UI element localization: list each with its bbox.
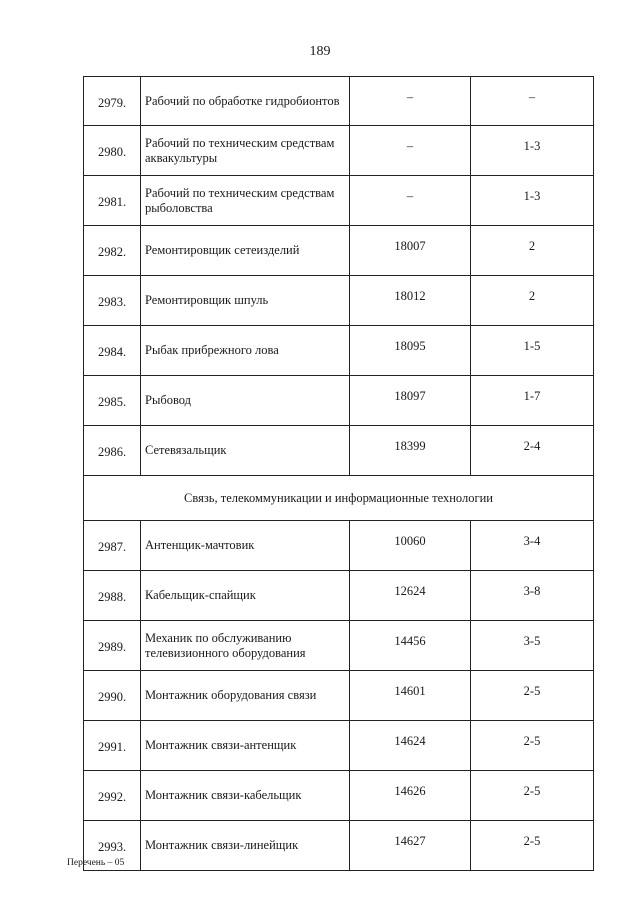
row-number: 2991. [84, 721, 141, 771]
qualification-category [471, 671, 594, 721]
category-value: 2 [528, 289, 536, 303]
category-value: – [528, 89, 536, 104]
code-value: 18095 [394, 339, 426, 353]
row-number: 2988. [84, 571, 141, 621]
profession-code [350, 376, 471, 426]
table-row [84, 126, 594, 176]
table-row [84, 571, 594, 621]
row-number: 2984. [84, 326, 141, 376]
profession-name: Рабочий по техническим средствам рыболовства [141, 176, 350, 226]
profession-code [350, 721, 471, 771]
row-number: 2992. [84, 771, 141, 821]
qualification-category [471, 326, 594, 376]
qualification-category [471, 521, 594, 571]
profession-name: Рыбовод [141, 376, 350, 426]
profession-name: Кабельщик-спайщик [141, 571, 350, 621]
category-value: 1-3 [523, 139, 541, 153]
profession-code [350, 821, 471, 871]
code-value: – [406, 189, 414, 203]
code-value: – [406, 89, 414, 104]
table-row [84, 426, 594, 476]
category-value: 2 [528, 239, 536, 253]
row-number: 2989. [84, 621, 141, 671]
row-number: 2981. [84, 176, 141, 226]
table-row [84, 376, 594, 426]
row-number: 2986. [84, 426, 141, 476]
section-title: Связь, телекоммуникации и информационные технологии [84, 476, 594, 521]
code-value: 18012 [394, 289, 426, 303]
qualification-category [471, 376, 594, 426]
profession-code [350, 621, 471, 671]
profession-name: Сетевязальщик [141, 426, 350, 476]
qualification-category [471, 721, 594, 771]
profession-code [350, 77, 471, 126]
qualification-category [471, 77, 594, 126]
profession-code [350, 226, 471, 276]
code-value: 14626 [394, 784, 426, 798]
table-row [84, 521, 594, 571]
category-value: 3-5 [523, 634, 541, 648]
qualification-category [471, 276, 594, 326]
table-row [84, 226, 594, 276]
profession-name: Рыбак прибрежного лова [141, 326, 350, 376]
table-row [84, 671, 594, 721]
profession-name: Ремонтировщик шпуль [141, 276, 350, 326]
category-value: 3-4 [523, 534, 541, 548]
category-value: 2-5 [523, 784, 541, 798]
table-row [84, 721, 594, 771]
category-value: 3-8 [523, 584, 541, 598]
document-footer: Перечень – 05 [67, 858, 125, 868]
profession-name: Рабочий по техническим средствам аквакультуры [141, 126, 350, 176]
category-value: 1-3 [523, 189, 541, 203]
profession-name: Антенщик-мачтовик [141, 521, 350, 571]
code-value: 14624 [394, 734, 426, 748]
category-value: 1-5 [523, 339, 541, 353]
category-value: 2-4 [523, 439, 541, 453]
row-number: 2987. [84, 521, 141, 571]
profession-code [350, 176, 471, 226]
profession-name: Монтажник связи-антенщик [141, 721, 350, 771]
qualification-category [471, 621, 594, 671]
profession-code [350, 571, 471, 621]
category-value: 1-7 [523, 389, 541, 403]
category-value: 2-5 [523, 834, 541, 848]
profession-name: Рабочий по обработке гидробионтов [141, 77, 350, 126]
qualification-category [471, 126, 594, 176]
category-value: 2-5 [523, 734, 541, 748]
code-value: 14627 [394, 834, 426, 848]
section-header-row [84, 476, 594, 521]
row-number: 2990. [84, 671, 141, 721]
row-number: 2980. [84, 126, 141, 176]
row-number: 2985. [84, 376, 141, 426]
row-number: 2983. [84, 276, 141, 326]
table-row [84, 77, 594, 126]
profession-code [350, 126, 471, 176]
qualification-category [471, 571, 594, 621]
profession-code [350, 276, 471, 326]
profession-name: Механик по обслуживанию телевизионного оборудования [141, 621, 350, 671]
qualification-category [471, 821, 594, 871]
row-number: 2979. [84, 77, 141, 126]
category-value: 2-5 [523, 684, 541, 698]
profession-code [350, 326, 471, 376]
table-row [84, 771, 594, 821]
code-value: 18399 [394, 439, 426, 453]
qualification-category [471, 426, 594, 476]
profession-name: Монтажник связи-кабельщик [141, 771, 350, 821]
qualification-category [471, 771, 594, 821]
profession-name: Монтажник оборудования связи [141, 671, 350, 721]
code-value: 12624 [394, 584, 426, 598]
profession-code [350, 771, 471, 821]
profession-name: Ремонтировщик сетеизделий [141, 226, 350, 276]
code-value: 14456 [394, 634, 426, 648]
table-row [84, 621, 594, 671]
row-number: 2982. [84, 226, 141, 276]
profession-code [350, 521, 471, 571]
code-value: 10060 [394, 534, 426, 548]
row-number: 2993. [84, 821, 141, 871]
table-row [84, 276, 594, 326]
profession-name: Монтажник связи-линейщик [141, 821, 350, 871]
code-value: – [406, 139, 414, 153]
qualification-category [471, 176, 594, 226]
profession-code [350, 426, 471, 476]
table-row [84, 326, 594, 376]
code-value: 18007 [394, 239, 426, 253]
profession-code [350, 671, 471, 721]
professions-table [83, 76, 594, 871]
table-row [84, 821, 594, 871]
code-value: 18097 [394, 389, 426, 403]
table-row [84, 176, 594, 226]
qualification-category [471, 226, 594, 276]
code-value: 14601 [394, 684, 426, 698]
page-number: 189 [309, 44, 331, 59]
